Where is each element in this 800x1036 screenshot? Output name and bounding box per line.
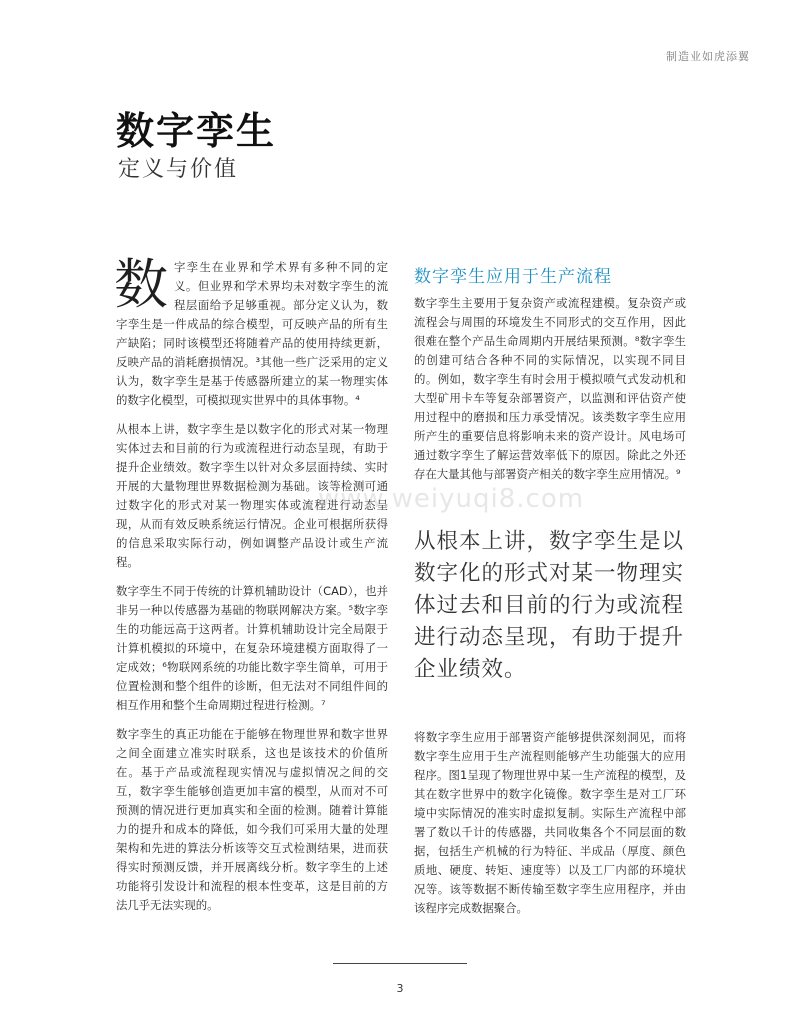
- right-column-bottom: [414, 728, 686, 928]
- right-paragraph-2: 将数字孪生应用于部署资产能够提供深刻洞见，而将数字孪生应用于生产流程则能够产生功能强大的应用程序。图1呈现了物理世界中某一生产流程的模型，及其在数字世界中的数字化镜像。数字孪生是对工厂环境中实际情况的准实时虚拟复制。实际生产流程中部署了数以千计的传感器，共同收集各个不同层面的数据，包括生产机械的行为特征、半成品（厚度、颜色质地、硬度、转矩、速度等）以及工厂内部的环境状况等。该等数据不断传输至数字孪生应用程序，并由该程序完成数据聚合。: [414, 730, 686, 915]
- pull-quote: 从根本上讲，数字孪生是以数字化的形式对某一物理实体过去和目前的行为或流程进行动态呈现，有助于提升企业绩效。: [414, 529, 685, 682]
- page-title: 数字孪生: [116, 109, 277, 153]
- right-paragraph-1: 数字孪生主要用于复杂资产或流程建模。复杂资产或流程会与周围的环境发生不同形式的交互作用，因此很难在整个产品生命周期内开展结果预测。⁸数字孪生的创建可结合各种不同的实际情况，以实现不同目的。例如，数字孪生有时会用于模拟喷气式发动机和大型矿用卡车等复杂部署资产，以监测和评估资产使用过程中的磨损和压力承受情况。该类数字孪生应用所产生的重要信息将影响未来的资产设计。风电场可通过数字孪生了解运营效率低下的原因。除此之外还存在大量其他与部署资产相关的数字孪生应用情况。⁹: [414, 296, 686, 481]
- intro-paragraph: [114, 253, 388, 410]
- section-heading: 数字孪生应用于生产流程: [414, 267, 612, 287]
- left-column: [114, 253, 388, 925]
- footer-divider: [333, 963, 467, 964]
- body-paragraph-2: 从根本上讲，数字孪生是以数字化的形式对某一物理实体过去和目前的行为或流程进行动态呈现，有助于提升企业绩效。数字孪生以针对众多层面持续、实时开展的大量物理世界数据检测为基础。该等检测可通过数字化的形式对某一物理实体或流程进行动态呈现，从而有效反映系统运行情况。企业可根据所获得的信息采取实际行动，例如调整产品设计或生产流程。: [116, 422, 388, 569]
- intro-paragraph-text: 字孪生在业界和学术界有多种不同的定义。但业界和学术界均未对数字孪生的流程层面给予足够重视。部分定义认为，数字孪生是一件成品的综合模型，可反映产品的所有生产缺陷；同时该模型还将随着产品的使用持续更新，反映产品的消耗磨损情况。³其他一些广泛采用的定义认为，数字孪生是基于传感器所建立的某一物理实体的数字化模型，可模拟现实世界中的具体事物。⁴: [116, 260, 388, 407]
- body-paragraph-4: 数字孪生的真正功能在于能够在物理世界和数字世界之间全面建立准实时联系，这也是该技术的价值所在。基于产品或流程现实情况与虚拟情况之间的交互，数字孪生能够创造更加丰富的模型，从而对不可预测的情况进行更加真实和全面的检测。随着计算能力的提升和成本的降低，如今我们可采用大量的处理架构和先进的算法分析该等交互式检测结果，进而获得实时预测反馈，并开展离线分析。数字孪生的上述功能将引发设计和流程的根本性变革，这是目前的方法几乎无法实现的。: [116, 727, 388, 912]
- drop-cap: 数: [114, 253, 168, 316]
- section-tag: 制造业如虎添翼: [666, 50, 750, 63]
- watermark: www.weiyuqi8.com: [318, 484, 585, 514]
- body-paragraph-3: 数字孪生不同于传统的计算机辅助设计（CAD），也并非另一种以传感器为基础的物联网解决方案。⁵数字孪生的功能远高于这两者。计算机辅助设计完全局限于计算机模拟的环境中，在复杂环境建模方面取得了一定成效；⁶物联网系统的功能比数字孪生简单，可用于位置检测和整个组件的诊断，但无法对不同组件间的相互作用和整个生命周期过程进行检测。⁷: [116, 584, 388, 712]
- page-number: 3: [396, 982, 404, 995]
- right-column-top: [414, 294, 686, 494]
- page-subtitle: 定义与价值: [118, 157, 239, 182]
